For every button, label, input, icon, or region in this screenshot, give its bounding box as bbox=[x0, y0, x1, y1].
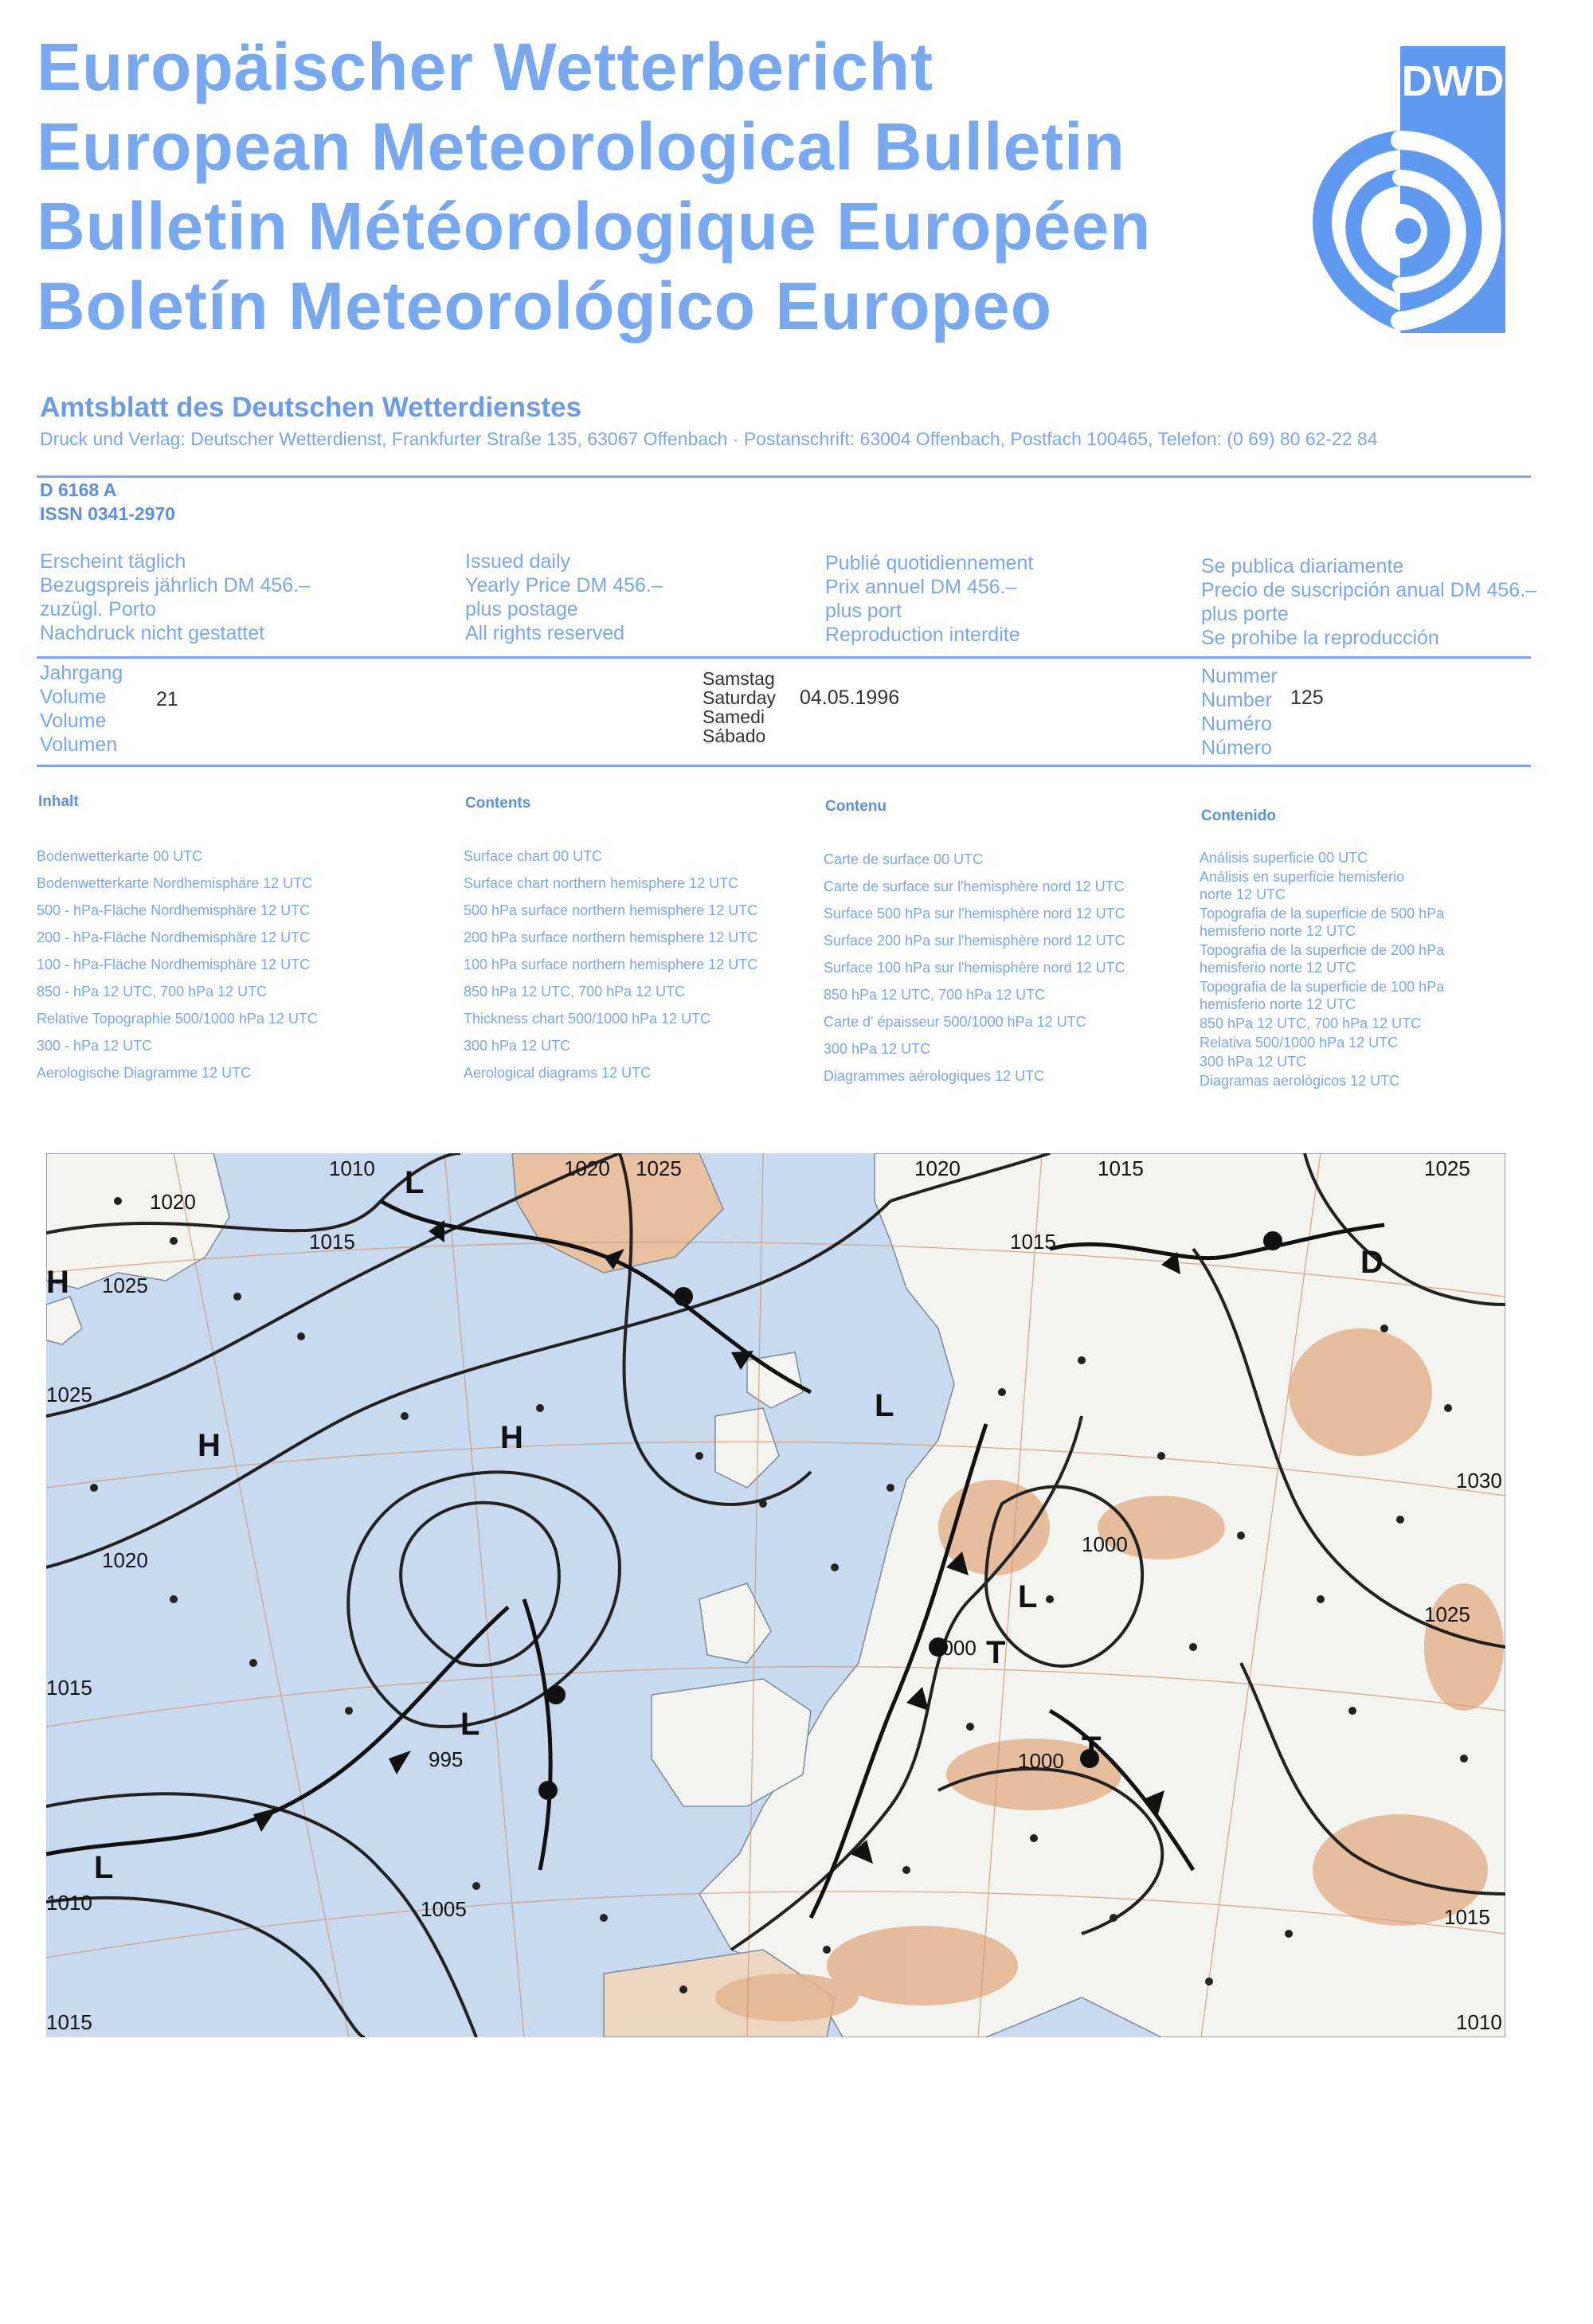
list-item: 300 hPa 12 UTC bbox=[1200, 1054, 1307, 1070]
number-value: 125 bbox=[1290, 687, 1324, 709]
isobar-label: 1015 bbox=[1444, 1905, 1490, 1929]
list-item: Análisis superficie 00 UTC bbox=[1200, 850, 1368, 866]
list-item: Aerologische Diagramme 12 UTC bbox=[37, 1065, 252, 1081]
isobar-label: 1025 bbox=[46, 1383, 92, 1407]
list-item: 300 - hPa 12 UTC bbox=[37, 1038, 153, 1054]
list-item: Diagrammes aérologiques 12 UTC bbox=[824, 1068, 1045, 1084]
low-center: L bbox=[1018, 1579, 1038, 1614]
isobar-label: 1000 bbox=[930, 1636, 977, 1660]
contents-list-english bbox=[464, 843, 757, 1086]
list-item: Bodenwetterkarte Nordhemisphäre 12 UTC bbox=[37, 875, 313, 891]
publisher-address: Druck und Verlag: Deutscher Wetterdienst, Frankfurter Straße 135, 63067 Offenbach · Postanschrift: 63004 Offenbach, Postfach 100465, Telefon: (0 69) 80 62-22 84 bbox=[40, 428, 1378, 449]
list-item: hemisferio norte 12 UTC bbox=[1200, 996, 1356, 1012]
list-item: Diagramas aerológicos 12 UTC bbox=[1200, 1073, 1400, 1089]
title-german: Europäischer Wetterbericht bbox=[37, 29, 934, 104]
low-center: T bbox=[1082, 1731, 1102, 1766]
list-item: Topografia de la superficie de 100 hPa bbox=[1200, 979, 1445, 995]
list-item: Carte de surface 00 UTC bbox=[824, 851, 984, 867]
official-gazette: Amtsblatt des Deutschen Wetterdienstes bbox=[40, 392, 582, 423]
list-item: Bodenwetterkarte 00 UTC bbox=[37, 848, 203, 864]
dwd-logo bbox=[1306, 46, 1505, 333]
list-item: 200 hPa surface northern hemisphere 12 UTC bbox=[464, 929, 758, 945]
list-item: Surface 200 hPa sur l'hemisphère nord 12 UTC bbox=[824, 933, 1125, 949]
info-english: Issued daily Yearly Price DM 456.– plus postage All rights reserved bbox=[465, 550, 663, 644]
d-number: D 6168 A bbox=[40, 479, 117, 500]
list-item: hemisferio norte 12 UTC bbox=[1200, 923, 1356, 939]
list-item: Topografia de la superficie de 200 hPa bbox=[1200, 942, 1445, 958]
list-item: 850 hPa 12 UTC, 700 hPa 12 UTC bbox=[1200, 1015, 1422, 1031]
number-labels: Nummer Number Numéro Número bbox=[1201, 665, 1278, 759]
list-item: 200 - hPa-Fläche Nordhemisphäre 12 UTC bbox=[37, 929, 311, 945]
list-item: Surface 100 hPa sur l'hemisphère nord 12 UTC bbox=[824, 960, 1125, 976]
high-center: H bbox=[198, 1428, 221, 1463]
list-item: 850 hPa 12 UTC, 700 hPa 12 UTC bbox=[824, 987, 1046, 1003]
list-item: Surface 500 hPa sur l'hemisphère nord 12 UTC bbox=[824, 906, 1125, 921]
low-center: L bbox=[460, 1707, 480, 1742]
list-item: hemisferio norte 12 UTC bbox=[1200, 960, 1356, 976]
isobar-label: 1025 bbox=[636, 1156, 682, 1180]
low-center: D bbox=[1360, 1245, 1384, 1280]
isobar-label: 1025 bbox=[102, 1274, 148, 1297]
title-spanish: Boletín Meteorológico Europeo bbox=[37, 268, 1053, 343]
isobar-label: 1000 bbox=[1082, 1532, 1128, 1556]
info-german: Erscheint täglich Bezugspreis jährlich DM 456.– zuzügl. Porto Nachdruck nicht gestattet bbox=[40, 550, 311, 644]
high-center: H bbox=[500, 1420, 523, 1455]
contents-heading-german: Inhalt bbox=[38, 793, 79, 810]
list-item: 500 hPa surface northern hemisphere 12 UTC bbox=[464, 902, 758, 918]
isobar-label: 1025 bbox=[1424, 1602, 1470, 1626]
list-item: 300 hPa 12 UTC bbox=[824, 1041, 931, 1057]
isobar-label: 995 bbox=[429, 1747, 464, 1771]
isobar-label: 1020 bbox=[564, 1156, 610, 1180]
list-item: Relativa 500/1000 hPa 12 UTC bbox=[1200, 1035, 1399, 1050]
isobar-label: 1000 bbox=[1018, 1749, 1064, 1773]
list-item: 300 hPa 12 UTC bbox=[464, 1038, 571, 1054]
divider bbox=[37, 765, 1531, 767]
isobar-label: 1030 bbox=[1456, 1469, 1502, 1493]
list-item: Surface chart 00 UTC bbox=[464, 848, 603, 864]
isobar-label: 1005 bbox=[421, 1897, 467, 1921]
low-center: T bbox=[986, 1635, 1006, 1670]
isobar-label: 1015 bbox=[46, 2010, 92, 2034]
list-item: 100 hPa surface northern hemisphere 12 UTC bbox=[464, 957, 758, 972]
low-center: L bbox=[405, 1165, 425, 1200]
isobar-label: 1025 bbox=[1424, 1156, 1470, 1180]
low-center: L bbox=[875, 1388, 894, 1423]
contents-heading-english: Contents bbox=[465, 795, 531, 812]
contents-list-german bbox=[37, 843, 318, 1086]
isobar-label: 1020 bbox=[914, 1156, 961, 1180]
list-item: Topografia de la superficie de 500 hPa bbox=[1200, 906, 1445, 921]
list-item: Carte d' épaisseur 500/1000 hPa 12 UTC bbox=[824, 1014, 1086, 1030]
surface-weather-map bbox=[46, 1153, 1505, 2037]
list-item: 850 hPa 12 UTC, 700 hPa 12 UTC bbox=[464, 984, 686, 1000]
contents-heading-french: Contenu bbox=[825, 798, 887, 815]
isobar-label: 1010 bbox=[1456, 2010, 1502, 2034]
list-item: 500 - hPa-Fläche Nordhemisphäre 12 UTC bbox=[37, 902, 311, 918]
contents-list-french bbox=[824, 846, 1125, 1090]
title-french: Bulletin Météorologique Européen bbox=[37, 189, 1152, 264]
divider bbox=[37, 475, 1531, 478]
isobar-label: 1015 bbox=[46, 1676, 92, 1700]
isobar-label: 1015 bbox=[1010, 1230, 1056, 1254]
contents-heading-spanish: Contenido bbox=[1201, 808, 1276, 824]
volume-value: 21 bbox=[156, 688, 178, 710]
divider bbox=[37, 656, 1531, 659]
high-center: H bbox=[46, 1265, 69, 1300]
isobar-label: 1015 bbox=[309, 1230, 355, 1254]
isobar-label: 1015 bbox=[1098, 1156, 1144, 1180]
list-item: 100 - hPa-Fläche Nordhemisphäre 12 UTC bbox=[37, 957, 311, 972]
info-french: Publié quotidiennement Prix annuel DM 456.– plus port Reproduction interdite bbox=[825, 552, 1034, 646]
issue-date: 04.05.1996 bbox=[800, 687, 900, 709]
isobar-label: 1020 bbox=[150, 1190, 196, 1214]
isobar-label: 1020 bbox=[102, 1548, 148, 1572]
contents-list-spanish bbox=[1200, 849, 1444, 1091]
day-labels: Samstag Saturday Samedi Sábado bbox=[703, 668, 777, 746]
isobar-label: 1010 bbox=[46, 1891, 92, 1915]
list-item: Surface chart northern hemisphere 12 UTC bbox=[464, 875, 739, 891]
info-spanish: Se publica diariamente Precio de suscripción anual DM 456.– plus porte Se prohibe la reproducción bbox=[1201, 555, 1537, 649]
list-item: Relative Topographie 500/1000 hPa 12 UTC bbox=[37, 1011, 318, 1027]
list-item: norte 12 UTC bbox=[1200, 886, 1286, 902]
issn: ISSN 0341-2970 bbox=[40, 503, 176, 524]
isobar-label: 1010 bbox=[329, 1156, 375, 1180]
list-item: Aerological diagrams 12 UTC bbox=[464, 1065, 652, 1081]
list-item: Thickness chart 500/1000 hPa 12 UTC bbox=[464, 1011, 711, 1027]
list-item: 850 - hPa 12 UTC, 700 hPa 12 UTC bbox=[37, 984, 268, 1000]
low-center: L bbox=[94, 1850, 114, 1885]
title-english: European Meteorological Bulletin bbox=[37, 109, 1125, 184]
list-item: Análisis en superficie hemisferio bbox=[1200, 869, 1405, 885]
volume-labels: Jahrgang Volume Volume Volumen bbox=[40, 662, 123, 756]
logo-text: DWD bbox=[1401, 57, 1505, 105]
list-item: Carte de surface sur l'hemisphère nord 12 UTC bbox=[824, 878, 1125, 894]
